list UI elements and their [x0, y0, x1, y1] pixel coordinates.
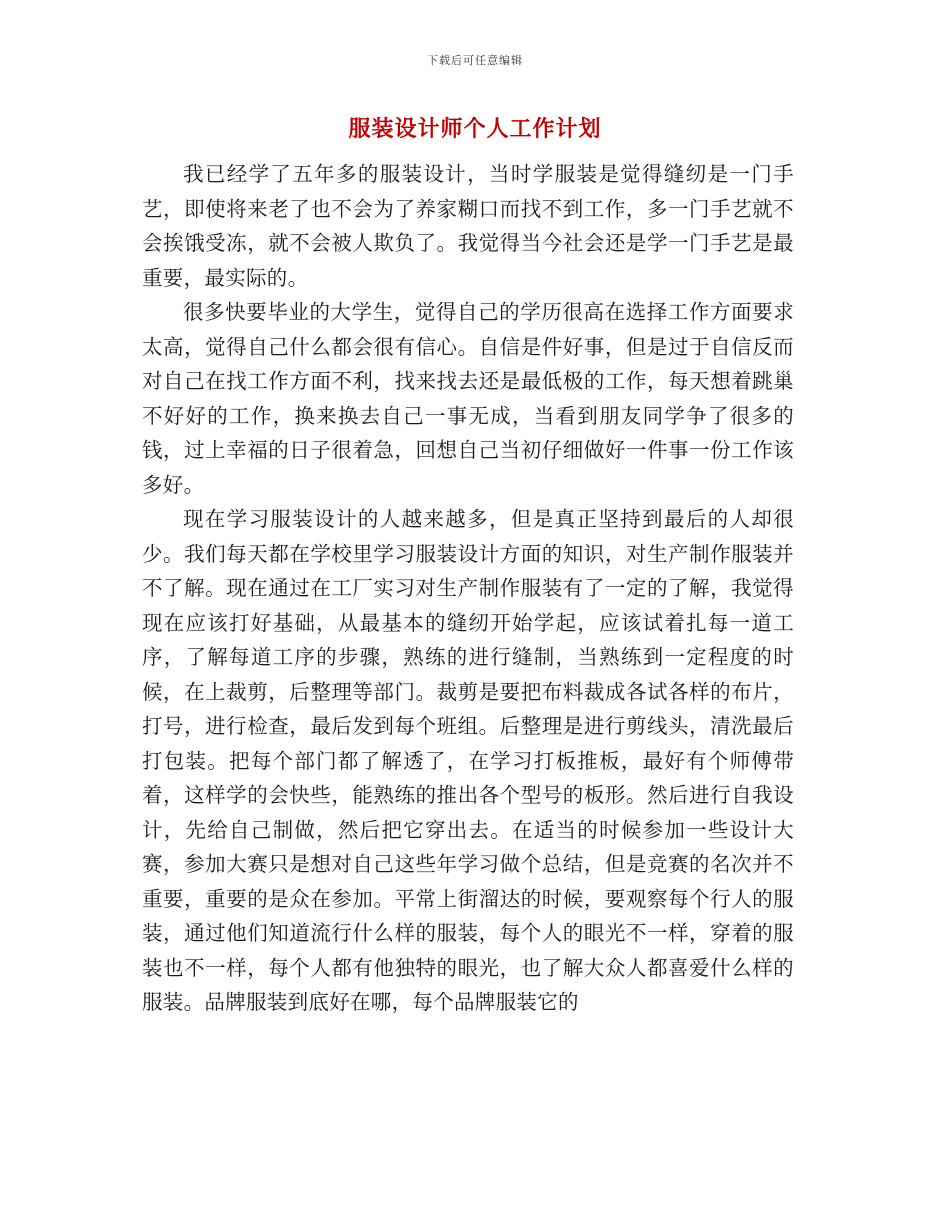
document-title: 服装设计师个人工作计划: [348, 116, 602, 142]
document-body: [142, 157, 794, 1020]
header-note: 下载后可任意编辑: [427, 54, 523, 67]
paragraph-1: 我已经学了五年多的服装设计，当时学服装是觉得缝纫是一门手艺，即使将来老了也不会为了养家糊口而找不到工作，多一门手艺就不会挨饿受冻，就不会被人欺负了。我觉得当今社会还是学一门手艺是最重要，最实际的。: [142, 162, 794, 290]
paragraph-2: 很多快要毕业的大学生，觉得自己的学历很高在选择工作方面要求太高，觉得自己什么都会很有信心。自信是件好事，但是过于自信反而对自己在找工作方面不利，找来找去还是最低极的工作，每天想着跳巢不好好的工作，换来换去自己一事无成，当看到朋友同学争了很多的钱，过上幸福的日子很着急，回想自己当初仔细做好一件事一份工作该多好。: [142, 300, 794, 497]
paragraph-3: 现在学习服装设计的人越来越多，但是真正坚持到最后的人却很少。我们每天都在学校里学习服装设计方面的知识，对生产制作服装并不了解。现在通过在工厂实习对生产制作服装有了一定的了解，我觉得现在应该打好基础，从最基本的缝纫开始学起，应该试着扎每一道工序，了解每道工序的步骤，熟练的进行缝制，当熟练到一定程度的时候，在上裁剪，后整理等部门。裁剪是要把布料裁成各试各样的布片，打号，进行检查，最后发到每个班组。后整理是进行剪线头，清洗最后打包装。把每个部门都了解透了，在学习打板推板，最好有个师傅带着，这样学的会快些，能熟练的推出各个型号的板形。然后进行自我设计，先给自己制做，然后把它穿出去。在适当的时候参加一些设计大赛，参加大赛只是想对自己这些年学习做个总结，但是竞赛的名次并不重要，重要的是众在参加。平常上街溜达的时候，要观察每个行人的服装，通过他们知道流行什么样的服装，每个人的眼光不一样，穿着的服装也不一样，每个人都有他独特的眼光，也了解大众人都喜爱什么样的服装。品牌服装到底好在哪，每个品牌服装它的: [142, 507, 794, 1014]
